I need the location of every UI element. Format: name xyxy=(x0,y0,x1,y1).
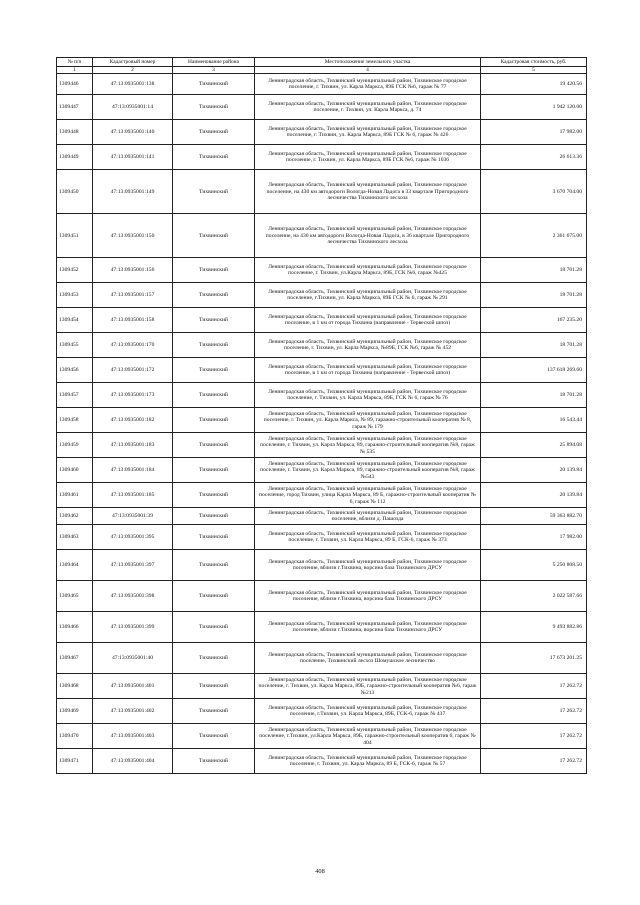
district-name: Тихвинский xyxy=(173,358,255,383)
cadastral-value: 137 618 269.60 xyxy=(481,358,587,383)
cadastral-value: 20 139.84 xyxy=(481,458,587,483)
district-name: Тихвинский xyxy=(173,333,255,358)
district-name: Тихвинский xyxy=(173,724,255,749)
cadastral-number: 47:13:0935001:150 xyxy=(93,214,173,258)
cadastral-table-sheet xyxy=(56,57,586,774)
row-number: 1309460 xyxy=(57,458,93,483)
district-name: Тихвинский xyxy=(173,308,255,333)
cadastral-number: 47:13:0935001:156 xyxy=(93,258,173,283)
table-row xyxy=(57,408,587,433)
location: Ленинградская область, Тихвинский муниципальный район, Тихвинское городское поселение, вблизи г.Тихвина, ворсина база Тихвинского ДРСУ xyxy=(255,612,481,643)
location: Ленинградская область, Тихвинский муниципальный район, Тихвинское городское поселение, г. Тихвин, ул. Карла Маркса, 89Б ГСК №6, гараж № 1036 xyxy=(255,145,481,170)
column-number-1: 1 xyxy=(57,67,93,74)
cadastral-value: 17 262.72 xyxy=(481,699,587,724)
row-number: 1309466 xyxy=(57,612,93,643)
district-name: Тихвинский xyxy=(173,612,255,643)
district-name: Тихвинский xyxy=(173,258,255,283)
cadastral-number: 47:13:0935001:157 xyxy=(93,283,173,308)
location: Ленинградская область, Тихвинский муниципальный район, Тихвинское городское поселение, г.Тихвин, ул. Карла Маркса, 89Б ГСК № 6, гараж № 291 xyxy=(255,283,481,308)
district-name: Тихвинский xyxy=(173,145,255,170)
cadastral-value: 2 022 587.66 xyxy=(481,581,587,612)
cadastral-value: 3 670 704.00 xyxy=(481,170,587,214)
table-row xyxy=(57,120,587,145)
row-number: 1309447 xyxy=(57,95,93,120)
header-location: Местоположение земельного участка xyxy=(255,58,481,67)
location: Ленинградская область, Тихвинский муниципальный район, Тихвинское городское поселение, Тихвинский лесхоз Шомушское лесничество xyxy=(255,643,481,674)
cadastral-value: 17 982.00 xyxy=(481,120,587,145)
table-row xyxy=(57,95,587,120)
row-number: 1309456 xyxy=(57,358,93,383)
row-number: 1309455 xyxy=(57,333,93,358)
table-row xyxy=(57,383,587,408)
cadastral-value: 17 262.72 xyxy=(481,724,587,749)
table-row xyxy=(57,550,587,581)
row-number: 1309470 xyxy=(57,724,93,749)
table-body xyxy=(57,58,587,774)
location: Ленинградская область, Тихвинский муниципальный район, Тихвинское городское поселение, г. Тихвин, ул.Карла Маркса, 89Б, ГСК №6, гараж №425 xyxy=(255,258,481,283)
table-row xyxy=(57,525,587,550)
table-row xyxy=(57,699,587,724)
district-name: Тихвинский xyxy=(173,95,255,120)
cadastral-value: 5 250 808.50 xyxy=(481,550,587,581)
location: Ленинградская область, Тихвинский муниципальный район, Тихвинское городское поселение, г. Тихвин, ул. Карла Маркса, №89Б, ГСК №6, гараж № 452 xyxy=(255,333,481,358)
location: Ленинградская область, Тихвинский муниципальный район, Тихвинское городское поселение, вблизи г.Тихвина, ворсина база Тихвинского ДРСУ xyxy=(255,581,481,612)
location: Ленинградская область, Тихвинский муниципальный район, Тихвинское городское поселение, г. Тихвин, ул. Карла Маркса, № 89, гаражно-строительный кооператив № 8, гараж № 179 xyxy=(255,408,481,433)
row-number: 1309464 xyxy=(57,550,93,581)
location: Ленинградская область, Тихвинский муниципальный район, Тихвинское городское поселение, вблизи д. Пашозда xyxy=(255,508,481,525)
row-number: 1309449 xyxy=(57,145,93,170)
column-number-4: 4 xyxy=(255,67,481,74)
cadastral-value: 17 262.72 xyxy=(481,749,587,774)
table-row xyxy=(57,483,587,508)
cadastral-number: 47:13:0935001:172 xyxy=(93,358,173,383)
cadastral-value: 59 363 882.70 xyxy=(481,508,587,525)
district-name: Тихвинский xyxy=(173,508,255,525)
table-row xyxy=(57,145,587,170)
cadastral-number: 47:13:0935001:401 xyxy=(93,674,173,699)
cadastral-value: 167 235.20 xyxy=(481,308,587,333)
cadastral-number: 47:13:0935001:184 xyxy=(93,458,173,483)
cadastral-number: 47:13:0935001:141 xyxy=(93,145,173,170)
cadastral-value-table xyxy=(56,57,587,774)
table-row xyxy=(57,214,587,258)
cadastral-value: 9 493 882.86 xyxy=(481,612,587,643)
table-row xyxy=(57,749,587,774)
header-district: Наименование района xyxy=(173,58,255,67)
page-number: 408 xyxy=(315,868,325,875)
row-number: 1309467 xyxy=(57,643,93,674)
location: Ленинградская область, Тихвинский муниципальный район, Тихвинское городское поселение, г. Тихвин, ул. Карла Маркса, 89 Б, ГСК-6, гараж № 373 xyxy=(255,525,481,550)
cadastral-value: 19 420.56 xyxy=(481,74,587,95)
district-name: Тихвинский xyxy=(173,408,255,433)
row-number: 1309469 xyxy=(57,699,93,724)
table-row xyxy=(57,358,587,383)
location: Ленинградская область, Тихвинский муниципальный район, Тихвинское городское поселение, г. Тихвин, ул. Карла Маркса, д. 74 xyxy=(255,95,481,120)
cadastral-value: 20 139.84 xyxy=(481,483,587,508)
cadastral-number: 47:13:0935001:158 xyxy=(93,308,173,333)
table-row xyxy=(57,724,587,749)
row-number: 1309462 xyxy=(57,508,93,525)
row-number: 1309451 xyxy=(57,214,93,258)
location: Ленинградская область, Тихвинский муниципальный район, Тихвинское городское поселение, г. Тихвин, ул. Карла Маркса, 89, гаражно-строительный кооператив №8, гараж №543 xyxy=(255,458,481,483)
location: Ленинградская область, Тихвинский муниципальный район, Тихвинское городское поселение, город Тихвин, улица Карла Маркса, 89 Б, гаражно-строительный кооператив № 6, гараж № 112 xyxy=(255,483,481,508)
location: Ленинградская область, Тихвинский муниципальный район, Тихвинское городское поселение, г. Тихвин, ул. Карла Маркса, 89Б, гаражно-строительный кооператив №6, гараж №213 xyxy=(255,674,481,699)
row-number: 1309463 xyxy=(57,525,93,550)
district-name: Тихвинский xyxy=(173,699,255,724)
location: Ленинградская область, Тихвинский муниципальный район, Тихвинское городское поселение, г. Тихвин, ул. Карла Маркса, 89Б, ГСК № 6, гараж № 76 xyxy=(255,383,481,408)
cadastral-number: 47:13:0935001:182 xyxy=(93,408,173,433)
table-row xyxy=(57,333,587,358)
district-name: Тихвинский xyxy=(173,383,255,408)
row-number: 1309468 xyxy=(57,674,93,699)
district-name: Тихвинский xyxy=(173,458,255,483)
location: Ленинградская область, Тихвинский муниципальный район, Тихвинское городское поселение, г. Тихвин, ул. Карла Маркса, 89Б ГСК №6, гараж № 77 xyxy=(255,74,481,95)
row-number: 1309450 xyxy=(57,170,93,214)
header-num: № п/п xyxy=(57,58,93,67)
cadastral-number: 47:13:0935001:140 xyxy=(93,120,173,145)
table-row xyxy=(57,612,587,643)
cadastral-number: 47:13:0935001:40 xyxy=(93,643,173,674)
row-number: 1309471 xyxy=(57,749,93,774)
row-number: 1309459 xyxy=(57,433,93,458)
table-row xyxy=(57,508,587,525)
cadastral-number: 47:13:0935001:404 xyxy=(93,749,173,774)
cadastral-number: 47:13:0935001:402 xyxy=(93,699,173,724)
district-name: Тихвинский xyxy=(173,550,255,581)
district-name: Тихвинский xyxy=(173,170,255,214)
cadastral-number: 47:13:0935001:399 xyxy=(93,612,173,643)
location: Ленинградская область, Тихвинский муниципальный район, Тихвинское городское поселение, в 1 км от города Тихвина (направление - Тервеской шпоз) xyxy=(255,358,481,383)
location: Ленинградская область, Тихвинский муниципальный район, Тихвинское городское поселение, в 1 км от города Тихвина (направление - Тервеской шпоз) xyxy=(255,308,481,333)
row-number: 1309457 xyxy=(57,383,93,408)
cadastral-value: 17 262.72 xyxy=(481,674,587,699)
district-name: Тихвинский xyxy=(173,749,255,774)
header-cadastral-number: Кадастровый номер xyxy=(93,58,173,67)
cadastral-value: 18 701.28 xyxy=(481,383,587,408)
header-cadastral-value: Кадастровая стоимость, руб. xyxy=(481,58,587,67)
cadastral-value: 1 942 120.00 xyxy=(481,95,587,120)
cadastral-value: 2 361 675.00 xyxy=(481,214,587,258)
table-row xyxy=(57,308,587,333)
column-number-3: 3 xyxy=(173,67,255,74)
row-number: 1309446 xyxy=(57,74,93,95)
column-number-2: 2 xyxy=(93,67,173,74)
row-number: 1309461 xyxy=(57,483,93,508)
cadastral-number: 47:13:0935001:395 xyxy=(93,525,173,550)
district-name: Тихвинский xyxy=(173,433,255,458)
row-number: 1309454 xyxy=(57,308,93,333)
cadastral-number: 47:13:0935001:173 xyxy=(93,383,173,408)
cadastral-value: 16 543.44 xyxy=(481,408,587,433)
district-name: Тихвинский xyxy=(173,525,255,550)
district-name: Тихвинский xyxy=(173,581,255,612)
district-name: Тихвинский xyxy=(173,214,255,258)
cadastral-value: 18 701.28 xyxy=(481,283,587,308)
table-column-number-row xyxy=(57,67,587,74)
row-number: 1309458 xyxy=(57,408,93,433)
district-name: Тихвинский xyxy=(173,483,255,508)
location: Ленинградская область, Тихвинский муниципальный район, Тихвинское городское поселение, на 430 км автодороги Вологда-Новая Ладога, в 36 квартале Пригородного лесничества Тихвинского лесхоза xyxy=(255,214,481,258)
cadastral-value: 18 701.28 xyxy=(481,258,587,283)
cadastral-number: 47:13:0935001:39 xyxy=(93,508,173,525)
table-row xyxy=(57,283,587,308)
location: Ленинградская область, Тихвинский муниципальный район, Тихвинское городское поселение, на 430 км автодороги Вологда-Новая Ладога в 33 квартале Пригородного лесничества Тихвинского лесхоза xyxy=(255,170,481,214)
cadastral-value: 17 673 201.25 xyxy=(481,643,587,674)
column-number-5: 5 xyxy=(481,67,587,74)
location: Ленинградская область, Тихвинский муниципальный район, Тихвинское городское поселение, г.Тихвин, ул. Карла Маркса, 89Б, ГСК-6, гараж № 437 xyxy=(255,699,481,724)
location: Ленинградская область, Тихвинский муниципальный район, Тихвинское городское поселение, вблизи г.Тихвина, ворсина база Тихвинского ДРСУ xyxy=(255,550,481,581)
location: Ленинградская область, Тихвинский муниципальный район, Тихвинское городское поселение, г. Тихвин, ул. Карла Маркса, 89Б ГСК № 6, гараж № 426 xyxy=(255,120,481,145)
cadastral-value: 17 982.00 xyxy=(481,525,587,550)
cadastral-number: 47:13:0935001:170 xyxy=(93,333,173,358)
table-row xyxy=(57,643,587,674)
district-name: Тихвинский xyxy=(173,283,255,308)
row-number: 1309448 xyxy=(57,120,93,145)
district-name: Тихвинский xyxy=(173,674,255,699)
row-number: 1309465 xyxy=(57,581,93,612)
table-row xyxy=(57,74,587,95)
cadastral-number: 47:13:0935001:14 xyxy=(93,95,173,120)
cadastral-number: 47:13:0935001:397 xyxy=(93,550,173,581)
cadastral-value: 25 894.08 xyxy=(481,433,587,458)
district-name: Тихвинский xyxy=(173,120,255,145)
table-header-row xyxy=(57,58,587,67)
table-row xyxy=(57,581,587,612)
location: Ленинградская область, Тихвинский муниципальный район, Тихвинское городское поселение, г. Тихвин, ул. Карла Маркса, 89 Б, ГСК-6, гараж № 57 xyxy=(255,749,481,774)
cadastral-number: 47:13:0935001:138 xyxy=(93,74,173,95)
location: Ленинградская область, Тихвинский муниципальный район, Тихвинское городское поселение, г. Тихвин, ул. Карла Маркса, 89, гаражно-строительный кооператив №8, гараж № 535 xyxy=(255,433,481,458)
table-row xyxy=(57,674,587,699)
cadastral-value: 18 701.28 xyxy=(481,333,587,358)
district-name: Тихвинский xyxy=(173,643,255,674)
row-number: 1309453 xyxy=(57,283,93,308)
district-name: Тихвинский xyxy=(173,74,255,95)
cadastral-number: 47:13:0935001:183 xyxy=(93,433,173,458)
table-row xyxy=(57,458,587,483)
cadastral-number: 47:13:0935001:403 xyxy=(93,724,173,749)
table-row xyxy=(57,258,587,283)
cadastral-number: 47:13:0935001:185 xyxy=(93,483,173,508)
row-number: 1309452 xyxy=(57,258,93,283)
table-row xyxy=(57,433,587,458)
cadastral-number: 47:13:0935001:149 xyxy=(93,170,173,214)
cadastral-value: 26 613.36 xyxy=(481,145,587,170)
location: Ленинградская область, Тихвинский муниципальный район, Тихвинское городское поселение, г.Тихвин, ул.Карла Маркса, 89Б, гаражно-строительный кооператив 6, гараж № 404 xyxy=(255,724,481,749)
cadastral-number: 47:13:0935001:398 xyxy=(93,581,173,612)
table-row xyxy=(57,170,587,214)
